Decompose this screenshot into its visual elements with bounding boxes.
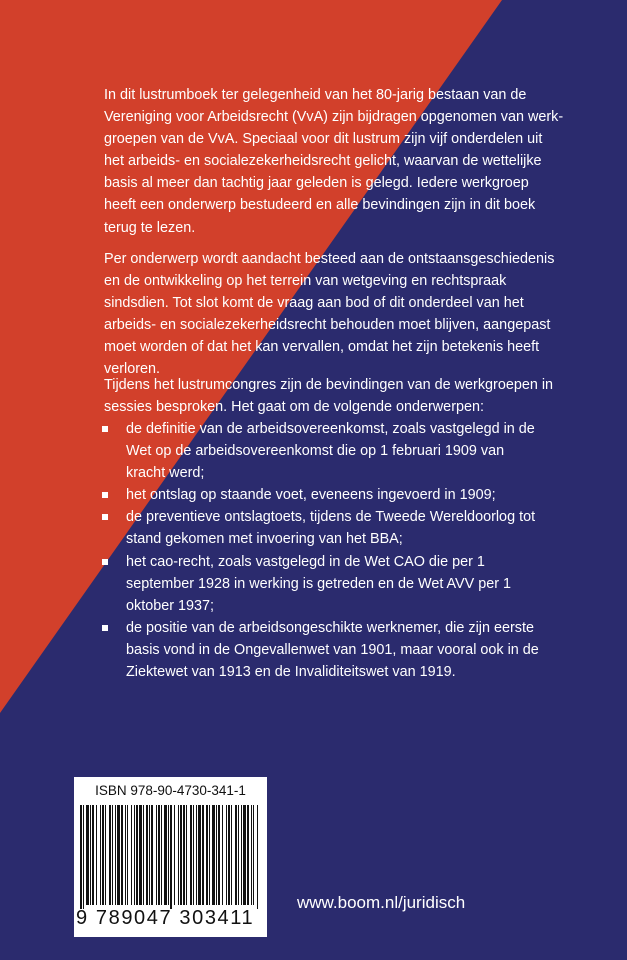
blurb-paragraph-3: Tijdens het lustrumcongres zijn de bevindingen van de werkgroepen in sessies besproken. Het gaat om de volgende onderwerpen:: [104, 377, 554, 416]
isbn-label: ISBN 978-90-4730-341-1: [95, 783, 246, 798]
barcode-bar: [158, 805, 160, 905]
barcode-bar: [178, 805, 179, 905]
barcode-bar: [151, 805, 153, 905]
barcode-bar: [149, 805, 150, 905]
topic-text: de preventieve ontslagtoets, tijdens de Tweede Wereldoorlog tot stand gekomen met invoering van het BBA;: [126, 509, 536, 548]
barcode-bar: [216, 805, 217, 905]
barcode-bar: [190, 805, 192, 905]
barcode-bar: [222, 805, 223, 905]
barcode-bar: [83, 805, 84, 909]
square-bullet-icon: [102, 492, 108, 498]
barcode-bar: [238, 805, 239, 905]
barcode-bar: [180, 805, 182, 905]
topic-text: de positie van de arbeidsongeschikte werknemer, die zijn eerste basis vond in de Ongevallenwet van 1901, maar vooral ook in de Ziektewet van 1913 en de Invaliditeitswet van 1919.: [126, 619, 539, 681]
topic-text: de definitie van de arbeidsovereenkomst, zoals vastgelegd in de Wet op de arbeidsovereenkomst die op 1 februari 1909 van kracht werd;: [126, 421, 535, 482]
barcode-bar: [206, 805, 208, 905]
barcode-bar: [100, 805, 101, 905]
barcode-bar: [243, 805, 246, 905]
barcode-bar: [251, 805, 252, 905]
topic-item: [104, 418, 544, 484]
barcode-bar: [105, 805, 106, 905]
blurb-paragraph-1: In dit lustrumboek ter gelegenheid van het 80-jarig bestaan van de Vereniging voor Arbeidsrecht (VvA) zijn bijdragen opgenomen van werk-groepen van de VvA. Speciaal voor dit lustrum zijn vijf onderdelen uit het arbeids- en socialezekerheidsrecht gelicht, waarvan de wettelijke basis al meer dan tachtig jaar geleden is gelegd. Iedere werkgroep heeft een onderwerp bestudeerd en alle bevindingen zijn in dit boek terug te lezen.: [104, 87, 564, 236]
barcode-bar: [209, 805, 210, 905]
barcode-bar: [127, 805, 128, 905]
barcode-bar: [92, 805, 94, 905]
barcode-bar: [102, 805, 104, 905]
barcode-bar: [115, 805, 116, 905]
barcode-bar: [117, 805, 120, 905]
topic-item: [104, 551, 544, 617]
barcode-bar: [86, 805, 89, 905]
topic-text: het ontslag op staande voet, eveneens ingevoerd in 1909;: [126, 487, 496, 504]
barcode-bar: [156, 805, 157, 905]
barcode-bar: [174, 805, 175, 905]
barcode-bar: [125, 805, 126, 905]
square-bullet-icon: [102, 514, 108, 520]
barcode-bar: [80, 805, 82, 909]
barcode-bar: [146, 805, 148, 905]
barcode-bar: [143, 805, 144, 905]
barcode-icon: [78, 805, 263, 909]
barcode-bar: [136, 805, 138, 905]
barcode-bar: [241, 805, 242, 905]
square-bullet-icon: [102, 559, 108, 565]
topic-text: het cao-recht, zoals vastgelegd in de Wet CAO die per 1 september 1928 in werking is getreden en de Wet AVV per 1 oktober 1937;: [126, 553, 512, 614]
barcode-bar: [196, 805, 197, 905]
barcode-bar: [198, 805, 201, 905]
barcode-bar: [253, 805, 254, 905]
barcode-bar: [218, 805, 220, 905]
barcode-bar: [228, 805, 230, 905]
barcode-bar: [202, 805, 204, 905]
barcode-bar: [193, 805, 194, 905]
barcode-bar: [109, 805, 111, 905]
barcode-bar: [257, 805, 258, 909]
barcode-bar: [161, 805, 162, 905]
barcode-bar: [90, 805, 91, 905]
square-bullet-icon: [102, 426, 108, 432]
barcode-bar: [231, 805, 232, 905]
topic-item: [104, 617, 544, 683]
barcode-bar: [247, 805, 249, 905]
barcode-bar: [226, 805, 227, 905]
topic-item: [104, 484, 544, 506]
barcode-bar: [134, 805, 135, 905]
barcode-bar: [235, 805, 237, 905]
barcode-bar: [139, 805, 142, 905]
barcode-bar: [212, 805, 215, 905]
barcode-bar: [164, 805, 167, 905]
barcode-panel: [74, 777, 267, 937]
barcode-bar: [131, 805, 132, 905]
barcode-digits: 9 789047 303411: [76, 907, 255, 929]
publisher-website: www.boom.nl/juridisch: [297, 893, 466, 912]
barcode-bar: [183, 805, 185, 905]
barcode-bar: [96, 805, 97, 905]
barcode-bar: [121, 805, 123, 905]
barcode-bar: [168, 805, 169, 905]
barcode-bar: [186, 805, 187, 905]
barcode-bar: [170, 805, 172, 909]
blurb-paragraph-2: Per onderwerp wordt aandacht besteed aan de ontstaansgeschiedenis en de ontwikkeling op het terrein van wetgeving en rechtspraak sindsdien. Tot slot komt de vraag aan bod of dit onderdeel van het arbeids- en socialezekerheidsrecht behouden moet blijven, aangepast moet worden of dat het kan vervallen, omdat het zijn betekenis heeft verloren.: [104, 251, 555, 378]
square-bullet-icon: [102, 625, 108, 631]
topic-item: [104, 506, 544, 550]
topic-list: [104, 418, 544, 683]
barcode-bar: [112, 805, 113, 905]
